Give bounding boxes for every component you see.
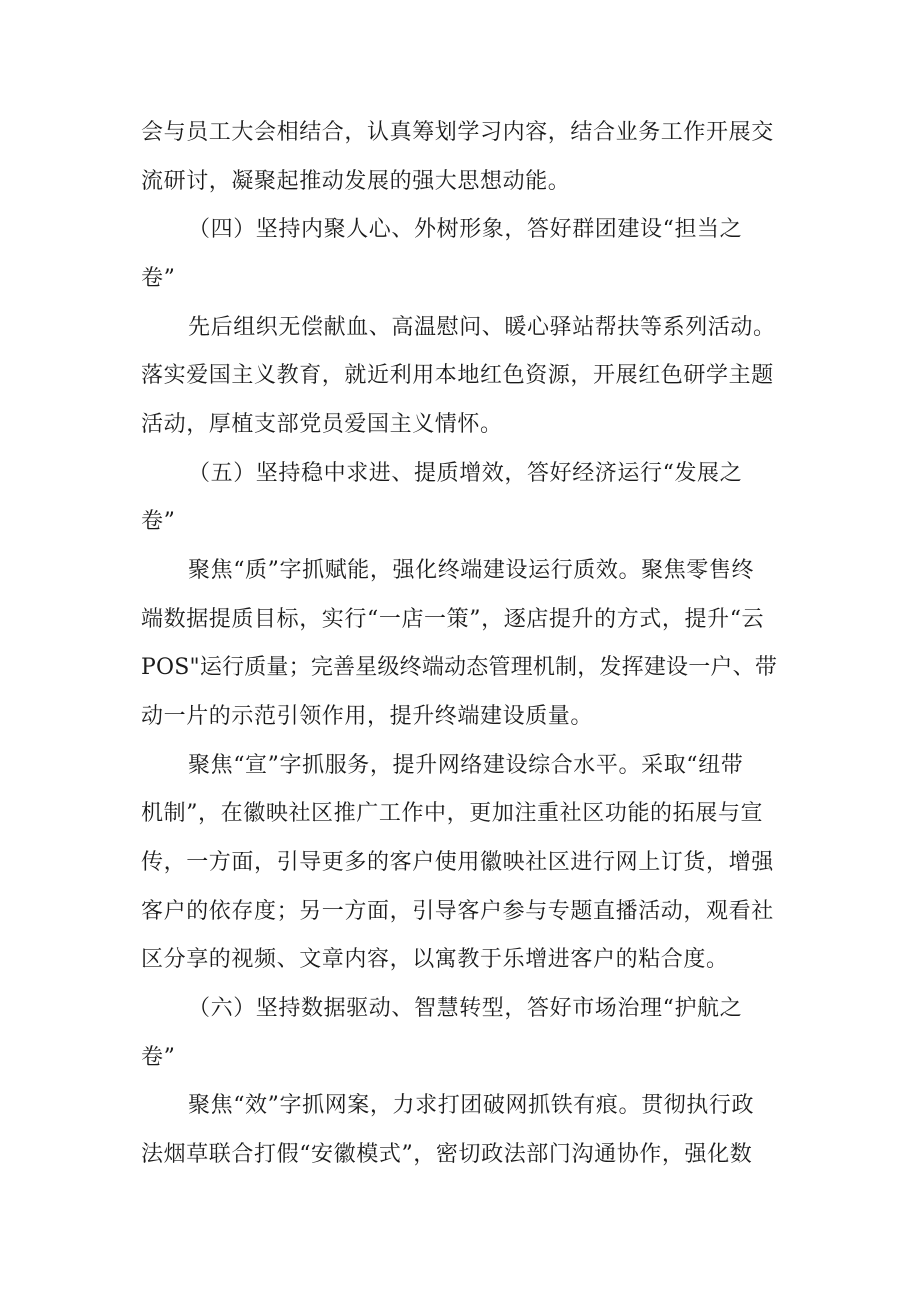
- body-line: POS"运行质量；完善星级终端动态管理机制，发挥建设一户、带: [141, 655, 778, 680]
- section-heading: 卷”: [141, 1045, 176, 1070]
- section-heading: （五）坚持稳中求进、提质增效，答好经济运行“发展之: [188, 461, 743, 486]
- body-line: 区分享的视频、文章内容，以寓教于乐增进客户的粘合度。: [141, 947, 729, 972]
- body-line: 法烟草联合打假“安徽模式”，密切政法部门沟通协作，强化数: [141, 1142, 753, 1167]
- body-line: 流研讨，凝聚起推动发展的强大思想动能。: [141, 169, 571, 194]
- body-line: 客户的依存度；另一方面，引导客户参与专题直播活动，观看社: [141, 899, 774, 924]
- section-heading: （六）坚持数据驱动、智慧转型，答好市场治理“护航之: [188, 996, 743, 1021]
- body-line: 传，一方面，引导更多的客户使用徽映社区进行网上订货，增强: [141, 850, 774, 875]
- body-line: 聚焦“效”字抓网案，力求打团破网抓铁有痕。贯彻执行政: [188, 1093, 755, 1118]
- body-line: 聚焦“宣”字抓服务，提升网络建设综合水平。采取“纽带: [188, 753, 744, 778]
- body-line: 会与员工大会相结合，认真筹划学习内容，结合业务工作开展交: [141, 120, 774, 145]
- body-line: 聚焦“质”字抓赋能，强化终端建设运行质效。聚焦零售终: [188, 558, 755, 583]
- body-line: 落实爱国主义教育，就近利用本地红色资源，开展红色研学主题: [141, 363, 774, 388]
- section-heading: （四）坚持内聚人心、外树形象，答好群团建设“担当之: [188, 217, 743, 242]
- section-heading: 卷”: [141, 509, 176, 534]
- section-heading: 卷”: [141, 266, 176, 291]
- body-line: 活动，厚植支部党员爱国主义情怀。: [141, 412, 503, 437]
- body-line: 先后组织无偿献血、高温慰问、暖心驿站帮扶等系列活动。: [188, 315, 776, 340]
- body-line: 动一片的示范引领作用，提升终端建设质量。: [141, 704, 594, 729]
- body-line: 机制”，在徽映社区推广工作中，更加注重社区功能的拓展与宣: [141, 801, 764, 826]
- body-line: 端数据提质目标，实行“一店一策”，逐店提升的方式，提升“云: [141, 607, 765, 632]
